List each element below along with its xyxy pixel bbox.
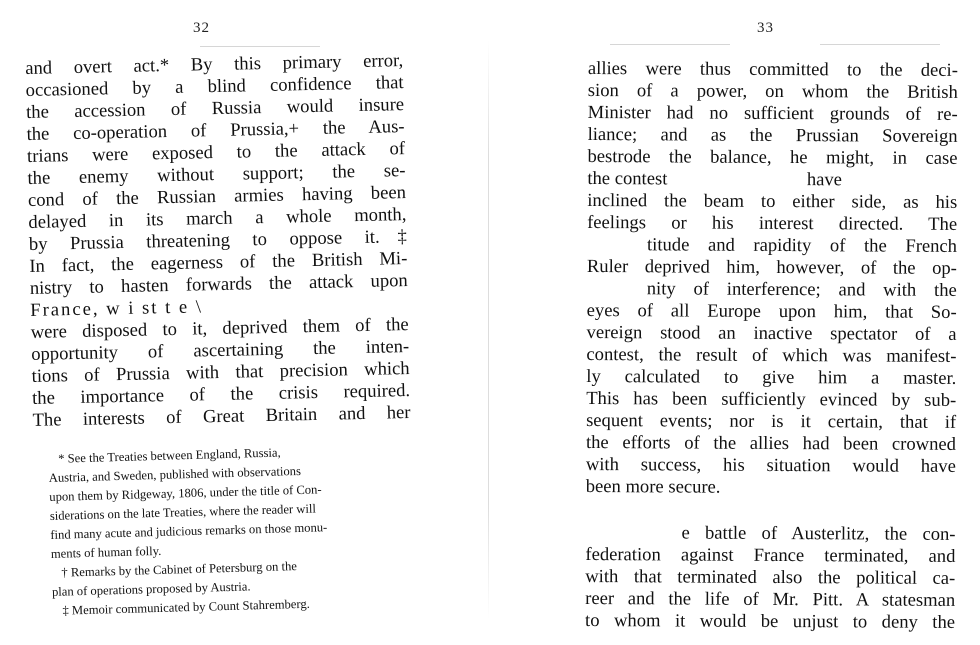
footnote-line: Austria, and Sweden, published with observations: [48, 463, 302, 485]
footnote-line: plan of operations proposed by Austria.: [51, 579, 251, 599]
text-line: feelings or his interest directed. The: [587, 211, 958, 235]
text-line: Minister had no sufficient grounds of re-: [587, 101, 958, 125]
text-line: sion of a power, on whom the British: [587, 79, 958, 103]
text-line: federation against France terminated, and: [585, 543, 956, 567]
text-line: liance; and as the Prussian Sovereign: [587, 123, 958, 147]
page-rule: [610, 44, 730, 45]
right-page: [490, 0, 980, 645]
text-line: reer and the life of Mr. Pitt. A statesman: [585, 587, 956, 611]
text-line: nity of interference; and with the: [646, 278, 957, 301]
footnote-line: find many acute and judicious remarks on those monu-: [50, 520, 328, 542]
text-line: inclined the beam to either side, as his: [587, 189, 958, 213]
text-line: the accession of Russia would insure: [25, 94, 405, 123]
footnote-line: upon them by Ridgeway, 1806, under the title of Con-: [49, 482, 322, 504]
left-body-text: [25, 50, 411, 432]
footnote-line: siderations on the late Treaties, where the reader will: [49, 501, 317, 523]
text-line: Ruler deprived him, however, of the op-: [586, 255, 957, 279]
text-line: tions of Prussia with that precision which: [31, 358, 410, 387]
footnote-line: † Remarks by the Cabinet of Petersburg on the: [61, 559, 298, 580]
footnote-line: ‡ Memoir communicated by Count Stahremberg.: [62, 596, 310, 618]
text-line: e battle of Austerlitz, the con-: [681, 522, 956, 545]
text-line: nistry to hasten forwards the attack upon: [29, 270, 408, 299]
page-number-right: 33: [757, 20, 774, 36]
right-body-text: [585, 58, 958, 634]
text-line: and overt act.* By this primary error,: [25, 50, 404, 79]
text-line: the co-operation of Prussia,+ the Aus-: [26, 116, 405, 145]
page-number-left: 32: [193, 20, 210, 36]
text-line: The interests of Great Britain and her: [32, 402, 411, 431]
text-line: eyes of all Europe upon him, that So-: [586, 299, 957, 323]
text-line: cond of the Russian armies having been: [27, 182, 407, 211]
text-line: sequent events; nor is it certain, that if: [586, 409, 957, 433]
text-line: by Prussia threatening to oppose it.‡: [28, 226, 408, 255]
text-line: were disposed to it, deprived them of the: [30, 314, 409, 343]
text-line: titude and rapidity of the French: [646, 234, 958, 257]
text-line: This has been sufficiently evinced by sub-: [586, 387, 957, 411]
text-line: to whom it would be unjust to deny the: [584, 609, 956, 633]
text-line: bestrode the balance, he might, in case: [587, 145, 958, 169]
text-line: been more secure.: [585, 475, 721, 498]
text-line: occasioned by a blind confidence that: [25, 72, 404, 101]
text-line: with that terminated also the political ca-: [585, 565, 956, 589]
text-line: with success, his situation would have: [585, 453, 956, 477]
text-line: In fact, the eagerness of the British Mi-: [29, 248, 408, 277]
text-line: France, w i st t e \: [30, 296, 204, 321]
text-line: the importance of the crisis required.: [31, 380, 411, 409]
paragraph-gap: [586, 498, 956, 524]
text-line: trians were exposed to the attack of: [26, 138, 406, 167]
footnote-line: ments of human folly.: [50, 543, 162, 561]
footnote-line: * See the Treaties between England, Russia,: [58, 445, 281, 466]
text-line: opportunity of ascertaining the inten-: [30, 336, 410, 365]
text-line: ly calculated to give him a master.: [586, 365, 957, 389]
text-line: the contest have: [587, 167, 843, 191]
text-line: the efforts of the allies had been crowned: [585, 431, 957, 455]
text-line: the enemy without support; the se-: [27, 160, 406, 189]
page-rule: [200, 46, 320, 47]
text-line: allies were thus committed to the deci-: [587, 58, 958, 81]
page-rule: [820, 44, 940, 45]
text-line: delayed in its march a whole month,: [28, 204, 407, 233]
text-line: contest, the result of which was manifest-: [586, 343, 957, 367]
footnotes: [48, 440, 421, 621]
text-line: vereign stood an inactive spectator of a: [586, 321, 957, 345]
